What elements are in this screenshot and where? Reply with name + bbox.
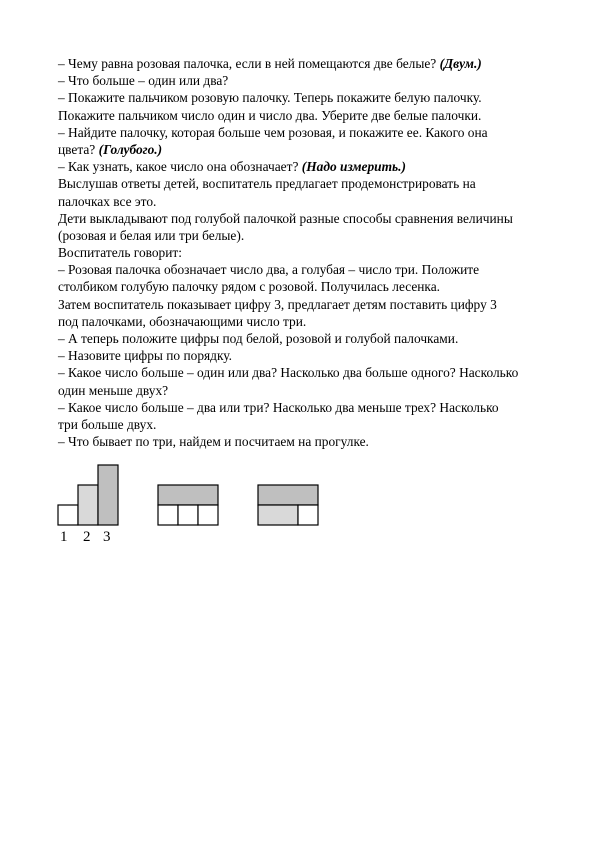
text-line-body: палочках все это. — [58, 193, 157, 209]
pink-stick — [78, 485, 98, 525]
digit-one: 1 — [60, 529, 68, 545]
blue-stick — [98, 465, 118, 525]
text-line — [58, 416, 558, 433]
text-line-body: – Назовите цифры по порядку. — [58, 348, 232, 364]
text-line-body: – Чему равна розовая палочка, если в ней помещаются две белые? — [58, 56, 440, 71]
text-line-body: цвета? — [58, 141, 99, 157]
text-line — [58, 210, 558, 227]
text-line-body: под палочками, обозначающими число три. — [58, 313, 307, 329]
white-stick-b — [298, 505, 318, 525]
text-line — [58, 330, 558, 347]
answer-note: (Надо измерить.) — [301, 159, 406, 175]
sticks-illustration — [55, 460, 335, 545]
text-line — [58, 313, 558, 330]
text-line-body: – Какое число больше – два или три? Насколько два меньше трех? Насколько — [58, 399, 499, 415]
text-line — [58, 193, 558, 210]
text-line — [58, 347, 558, 364]
text-line — [58, 124, 558, 141]
white-stick-a3 — [198, 505, 218, 525]
text-line — [58, 175, 558, 192]
text-line-body: – Как узнать, какое число она обозначает? — [58, 159, 302, 175]
text-line — [58, 261, 558, 278]
text-line-body: Воспитатель говорит: — [58, 245, 182, 261]
pink-stick-b — [258, 505, 298, 525]
blue-stick-compare-b — [258, 485, 318, 505]
white-stick-a2 — [178, 505, 198, 525]
text-line — [58, 89, 558, 106]
text-line-body: – Что бывает по три, найдем и посчитаем на прогулке. — [58, 434, 369, 450]
white-stick-a1 — [158, 505, 178, 525]
text-line-body: – Какое число больше – один или два? Насколько два больше одного? Насколько — [58, 365, 519, 381]
text-line-body: столбиком голубую палочку рядом с розовой. Получилась лесенка. — [58, 279, 441, 295]
text-line-body: – Найдите палочку, которая больше чем розовая, и покажите ее. Какого она — [58, 124, 488, 140]
answer-note: (Голубого.) — [98, 141, 163, 157]
text-line — [58, 364, 558, 381]
text-line-body: один меньше двух? — [58, 382, 169, 398]
text-line-body: Дети выкладывают под голубой палочкой разные способы сравнения величины — [58, 210, 513, 226]
text-line — [58, 141, 558, 158]
text-line-body: – А теперь положите цифры под белой, розовой и голубой палочками. — [58, 331, 459, 346]
text-line-body: – Покажите пальчиком розовую палочку. Теперь покажите белую палочку. — [58, 90, 482, 106]
digit-three: 3 — [103, 529, 111, 545]
lesson-text — [58, 55, 558, 450]
text-line-body: Выслушав ответы детей, воспитатель предлагает продемонстрировать на — [58, 176, 476, 192]
text-line-body: – Что больше – один или два? — [58, 73, 229, 89]
text-line — [58, 278, 558, 295]
text-line-body: Затем воспитатель показывает цифру 3, предлагает детям поставить цифру 3 — [58, 296, 497, 312]
text-line — [58, 227, 558, 244]
sticks-diagram — [55, 460, 335, 545]
text-line — [58, 244, 558, 261]
text-line — [58, 55, 558, 72]
white-stick — [58, 505, 78, 525]
text-line — [58, 399, 558, 416]
text-line-body: три больше двух. — [58, 416, 157, 432]
digit-two: 2 — [83, 529, 91, 545]
blue-stick-compare-a — [158, 485, 218, 505]
text-line — [58, 296, 558, 313]
text-line — [58, 433, 558, 450]
answer-note: (Двум.) — [439, 56, 482, 71]
text-line — [58, 72, 558, 89]
text-line — [58, 382, 558, 399]
text-line — [58, 107, 558, 124]
text-line-body: Покажите пальчиком число один и число два. Уберите две белые палочки. — [58, 107, 482, 123]
text-line — [58, 158, 558, 175]
text-line-body: – Розовая палочка обозначает число два, а голубая – число три. Положите — [58, 262, 480, 278]
text-line-body: (розовая и белая или три белые). — [58, 227, 245, 243]
